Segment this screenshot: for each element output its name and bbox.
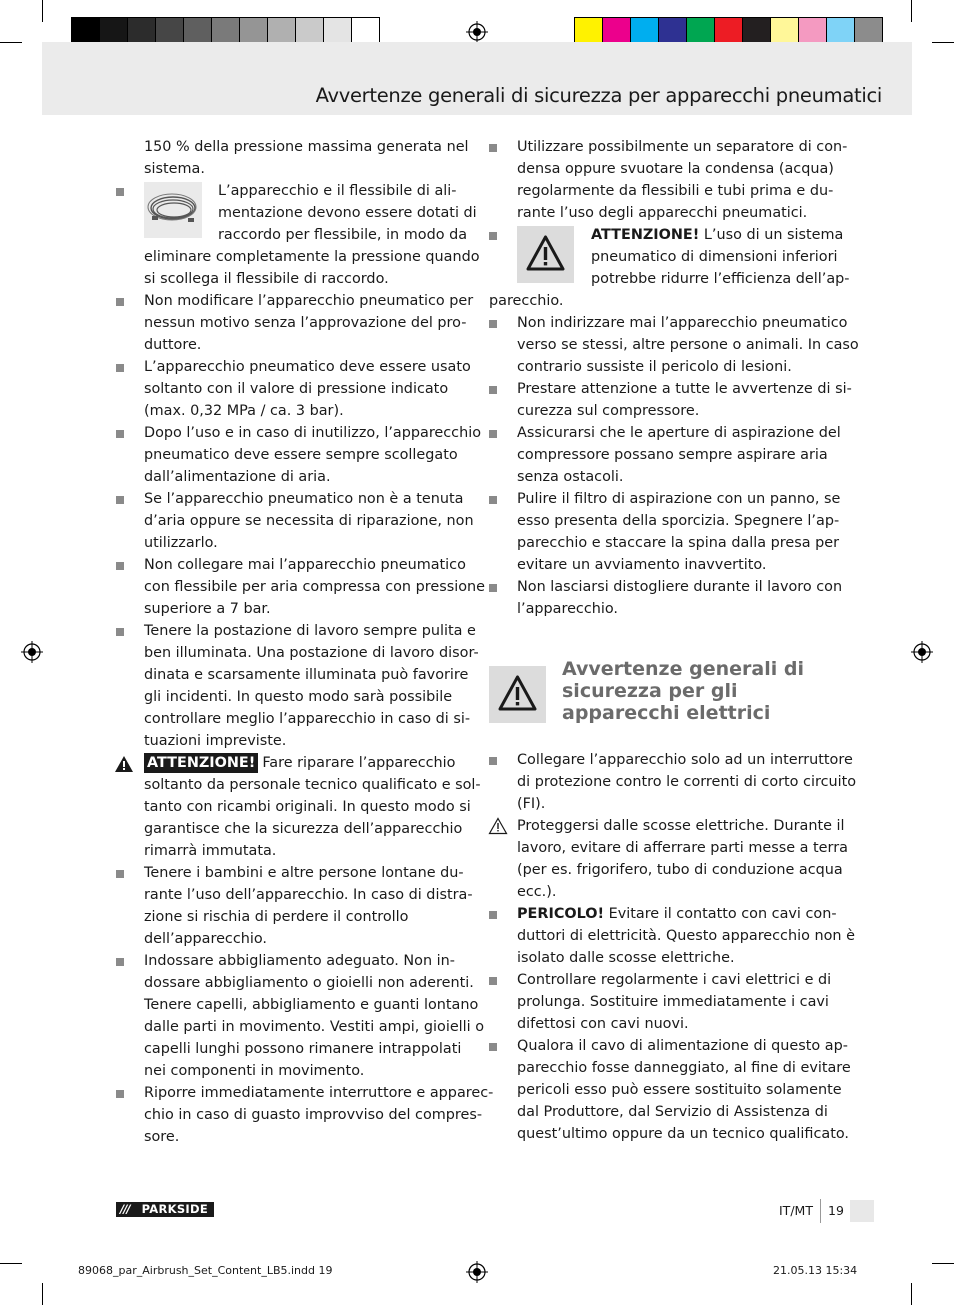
text-line: Non lasciarsi distogliere durante il lavoro con bbox=[517, 579, 843, 595]
list-item bbox=[489, 312, 859, 378]
list-item bbox=[116, 620, 479, 752]
text-line: Riporre immediatamente interruttore e apparec- bbox=[144, 1085, 494, 1101]
text-line: duttore. bbox=[144, 337, 202, 353]
text-line: curezza sul compressore. bbox=[517, 403, 700, 419]
right-column bbox=[489, 136, 859, 620]
text-line: chio in caso di guasto improvviso del compres- bbox=[144, 1107, 483, 1123]
list-item bbox=[489, 576, 843, 620]
list-item bbox=[489, 488, 839, 576]
list-item bbox=[489, 422, 839, 488]
text-line: Indossare abbigliamento adeguato. Non in- bbox=[144, 953, 455, 969]
text-line: dal Produttore, dal Servizio di Assistenza di bbox=[517, 1104, 828, 1120]
bullet-square bbox=[489, 386, 497, 394]
text-line: difettosi con cavi nuovi. bbox=[517, 1016, 689, 1032]
crop-mark bbox=[0, 42, 22, 43]
text-line: pneumatico deve essere sempre scollegato bbox=[144, 447, 458, 463]
list-item-attention bbox=[489, 224, 850, 312]
crop-mark bbox=[911, 1283, 912, 1305]
text-line: contrario sussiste il pericolo di lesioni. bbox=[517, 359, 792, 375]
text-line: Non modificare l’apparecchio pneumatico per bbox=[144, 293, 474, 309]
list-item bbox=[489, 749, 857, 815]
text-line: Tenere i bambini e altre persone lontane du- bbox=[144, 865, 464, 881]
left-list bbox=[116, 290, 485, 752]
text-line: d’aria oppure se necessita di riparazione, non bbox=[144, 513, 474, 529]
warning-triangle-outline-icon bbox=[488, 817, 508, 835]
text-line: dell’apparecchio. bbox=[144, 931, 267, 947]
bullet-square bbox=[489, 911, 497, 919]
text-line: 150 % della pressione massima generata nel bbox=[144, 139, 469, 155]
text-line: rante l’uso degli apparecchi pneumatici. bbox=[517, 205, 808, 221]
crop-mark bbox=[42, 0, 43, 22]
bullet-square bbox=[489, 977, 497, 985]
warning-triangle-icon bbox=[114, 755, 134, 773]
text-line: Dopo l’uso e in caso di inutilizzo, l’apparecchio bbox=[144, 425, 482, 441]
right-list bbox=[489, 312, 859, 620]
text-line: pericoli esso può essere sostituito solamente bbox=[517, 1082, 842, 1098]
list-item bbox=[489, 136, 848, 224]
bullet-square bbox=[116, 958, 124, 966]
text-line: Pulire il filtro di aspirazione con un panno, se bbox=[517, 491, 841, 507]
text-line: nei componenti in movimento. bbox=[144, 1063, 365, 1079]
slug-filename: 89068_par_Airbrush_Set_Content_LB5.indd 19 bbox=[78, 1264, 333, 1277]
text-line: nessun motivo senza l’approvazione del pro- bbox=[144, 315, 467, 331]
text-line: senza ostacoli. bbox=[517, 469, 624, 485]
crop-mark bbox=[42, 1283, 43, 1305]
text-line: zione si rischia di perdere il controllo bbox=[144, 909, 409, 925]
text-line: L’apparecchio e il flessibile di ali- bbox=[218, 183, 457, 199]
text-line: rimarrà immutata. bbox=[144, 843, 277, 859]
list-item bbox=[116, 950, 485, 1082]
text-line: quest’ultimo oppure da un tecnico qualificato. bbox=[517, 1126, 849, 1142]
text-line: capelli lunghi possono rimanere intrappolati bbox=[144, 1041, 462, 1057]
bullet-square bbox=[489, 430, 497, 438]
text-line: soltanto da personale tecnico qualificato e sol- bbox=[144, 777, 481, 793]
text-line: lavoro, evitare di afferrare parti messe a terra bbox=[517, 840, 848, 856]
text-line: Qualora il cavo di alimentazione di questo ap- bbox=[517, 1038, 848, 1054]
page-title: Avvertenze generali di sicurezza per apparecchi pneumatici bbox=[315, 84, 882, 107]
section-title-line: apparecchi elettrici bbox=[562, 702, 771, 724]
list-item bbox=[489, 378, 852, 422]
text-line: controllare meglio l’apparecchio in caso di si- bbox=[144, 711, 471, 727]
text-line: dall’alimentazione di aria. bbox=[144, 469, 331, 485]
list-item bbox=[116, 862, 473, 950]
bullet-square bbox=[489, 496, 497, 504]
registration-mark-icon bbox=[21, 641, 43, 663]
text-line: di protezione contro le correnti di corto circuito bbox=[517, 774, 857, 790]
bullet-square bbox=[116, 496, 124, 504]
text-line: gli incidenti. In questo modo sarà possibile bbox=[144, 689, 453, 705]
bullet-square bbox=[116, 430, 124, 438]
text-line: dalle parti in movimento. Vestiti ampi, gioielli o bbox=[144, 1019, 485, 1035]
bullet-square bbox=[116, 562, 124, 570]
text-line: rante l’uso dell’apparecchio. In caso di distra- bbox=[144, 887, 473, 903]
text-line: Fare riparare l’apparecchio bbox=[262, 755, 456, 771]
elec-list-a bbox=[489, 749, 857, 815]
bullet-square bbox=[116, 188, 124, 196]
elec-list-b bbox=[489, 969, 851, 1145]
list-item bbox=[116, 1082, 494, 1148]
list-item-hose bbox=[116, 180, 480, 290]
text-line: Tenere la postazione di lavoro sempre pulita e bbox=[144, 623, 476, 639]
attention-label: ATTENZIONE! bbox=[591, 227, 700, 243]
text-line: Se l’apparecchio pneumatico non è a tenuta bbox=[144, 491, 464, 507]
page-tab bbox=[850, 1200, 874, 1222]
text-line: garantisce che la sicurezza dell’apparecchio bbox=[144, 821, 463, 837]
text-line: sistema. bbox=[144, 161, 205, 177]
registration-mark-icon bbox=[911, 641, 933, 663]
crop-mark bbox=[911, 0, 912, 22]
text-line: soltanto con il valore di pressione indicato bbox=[144, 381, 449, 397]
left-column bbox=[116, 136, 494, 1148]
bullet-square bbox=[489, 757, 497, 765]
page-number: 19 bbox=[828, 1203, 844, 1218]
text-line: Tenere capelli, abbigliamento e guanti lontano bbox=[144, 997, 479, 1013]
text-line: potrebbe ridurre l’efficienza dell’ap- bbox=[591, 271, 850, 287]
danger-label: PERICOLO! bbox=[517, 906, 605, 922]
warning-triangle-icon bbox=[489, 666, 546, 723]
text-line: isolato dalle scosse elettriche. bbox=[517, 950, 735, 966]
text-line: eliminare completamente la pressione quando bbox=[144, 249, 480, 265]
text-line: duttori di elettricità. Questo apparecchio non è bbox=[517, 928, 855, 944]
section-title-line: Avvertenze generali di bbox=[562, 658, 804, 680]
text-line: ecc.). bbox=[517, 884, 557, 900]
bullet-square bbox=[116, 870, 124, 878]
text-line: parecchio e staccare la spina dalla presa per bbox=[517, 535, 840, 551]
list-item-danger bbox=[489, 903, 855, 969]
text-line: L’apparecchio pneumatico deve essere usato bbox=[144, 359, 471, 375]
text-line: (max. 0,32 MPa / ca. 3 bar). bbox=[144, 403, 344, 419]
section-title-line: sicurezza per gli bbox=[562, 680, 738, 702]
text-line: dossare abbigliamento o gioielli non aderenti. bbox=[144, 975, 474, 991]
text-line: tuazioni impreviste. bbox=[144, 733, 287, 749]
hose-icon bbox=[144, 182, 202, 238]
text-line: tanto con ricambi originali. In questo modo si bbox=[144, 799, 471, 815]
text-line: Evitare il contatto con cavi con- bbox=[604, 906, 837, 922]
parkside-logo bbox=[116, 1202, 214, 1217]
text-line: utilizzarlo. bbox=[144, 535, 218, 551]
bullet-square bbox=[116, 628, 124, 636]
text-line: Utilizzare possibilmente un separatore di con- bbox=[517, 139, 848, 155]
text-line: verso se stessi, altre persone o animali. In caso bbox=[517, 337, 859, 353]
text-line: Assicurarsi che le aperture di aspirazione del bbox=[517, 425, 841, 441]
text-line: Controllare regolarmente i cavi elettrici e di bbox=[517, 972, 832, 988]
text-line: superiore a 7 bar. bbox=[144, 601, 271, 617]
text-line: (FI). bbox=[517, 796, 546, 812]
logo-text: PARKSIDE bbox=[141, 1202, 208, 1216]
text-line: mentazione devono essere dotati di bbox=[218, 205, 477, 221]
list-item bbox=[116, 356, 471, 422]
text-line: l’apparecchio. bbox=[517, 601, 619, 617]
bullet-square bbox=[489, 232, 497, 240]
text-line: Collegare l’apparecchio solo ad un interruttore bbox=[517, 752, 853, 768]
registration-mark-icon bbox=[466, 21, 488, 43]
text-line: regolarmente da flessibili e tubi prima e du- bbox=[517, 183, 834, 199]
list-item bbox=[116, 422, 482, 488]
registration-mark-icon bbox=[466, 1261, 488, 1283]
text-line: Proteggersi dalle scosse elettriche. Durante il bbox=[517, 818, 845, 834]
slug-date: 21.05.13 15:34 bbox=[773, 1264, 858, 1277]
list-item bbox=[489, 969, 839, 1035]
section-heading bbox=[489, 658, 849, 734]
electrical-list bbox=[489, 749, 857, 1145]
text-line: pneumatico di dimensioni inferiori bbox=[591, 249, 838, 265]
list-item-warning bbox=[489, 815, 848, 903]
crop-mark bbox=[0, 1263, 22, 1264]
footer-divider bbox=[820, 1199, 821, 1223]
text-line: Prestare attenzione a tutte le avvertenze di si- bbox=[517, 381, 852, 397]
list-item bbox=[116, 290, 474, 356]
text-line: (per es. frigorifero, tubo di conduzione acqua bbox=[517, 862, 843, 878]
bullet-square bbox=[489, 1043, 497, 1051]
text-line: Non indirizzare mai l’apparecchio pneumatico bbox=[517, 315, 848, 331]
text-line: prolunga. Sostituire immediatamente i cavi bbox=[517, 994, 829, 1010]
text-line: parecchio. bbox=[489, 293, 564, 309]
bullet-square bbox=[489, 144, 497, 152]
list-item bbox=[116, 488, 474, 554]
left-list-after bbox=[116, 862, 494, 1148]
section-title bbox=[562, 658, 804, 724]
bullet-square bbox=[489, 320, 497, 328]
list-item-attention bbox=[116, 752, 481, 862]
attention-badge: ATTENZIONE! bbox=[144, 753, 258, 773]
crop-mark bbox=[932, 1263, 954, 1264]
text-line: Non collegare mai l’apparecchio pneumatico bbox=[144, 557, 466, 573]
text-line: parecchio fosse danneggiato, al fine di evitare bbox=[517, 1060, 851, 1076]
warning-triangle-icon bbox=[517, 226, 574, 283]
bullet-square bbox=[116, 364, 124, 372]
text-line: raccordo per flessibile, in modo da bbox=[218, 227, 468, 243]
list-item bbox=[116, 554, 485, 620]
logo-slashes: /// bbox=[120, 1202, 130, 1216]
bullet-square bbox=[489, 584, 497, 592]
text-line: esso presenta della sporcizia. Spegnere l’ap- bbox=[517, 513, 840, 529]
crop-mark bbox=[932, 42, 954, 43]
bullet-square bbox=[116, 1090, 124, 1098]
text-line: evitare un avviamento inavvertito. bbox=[517, 557, 767, 573]
text-line: con flessibile per aria compressa con pressione bbox=[144, 579, 485, 595]
text-line: si scollega il flessibile di raccordo. bbox=[144, 271, 389, 287]
text-line: L’uso di un sistema bbox=[699, 227, 844, 243]
text-line: densa oppure svuotare la condensa (acqua) bbox=[517, 161, 834, 177]
language-code: IT/MT bbox=[779, 1203, 813, 1218]
text-line: compressore possano sempre aspirare aria bbox=[517, 447, 828, 463]
text-line: ben illuminata. Una postazione di lavoro disor- bbox=[144, 645, 479, 661]
text-line: dinata e scarsamente illuminata può favorire bbox=[144, 667, 469, 683]
list-item-continuation bbox=[116, 136, 469, 180]
bullet-square bbox=[116, 298, 124, 306]
text-line: sore. bbox=[144, 1129, 180, 1145]
list-item bbox=[489, 1035, 851, 1145]
